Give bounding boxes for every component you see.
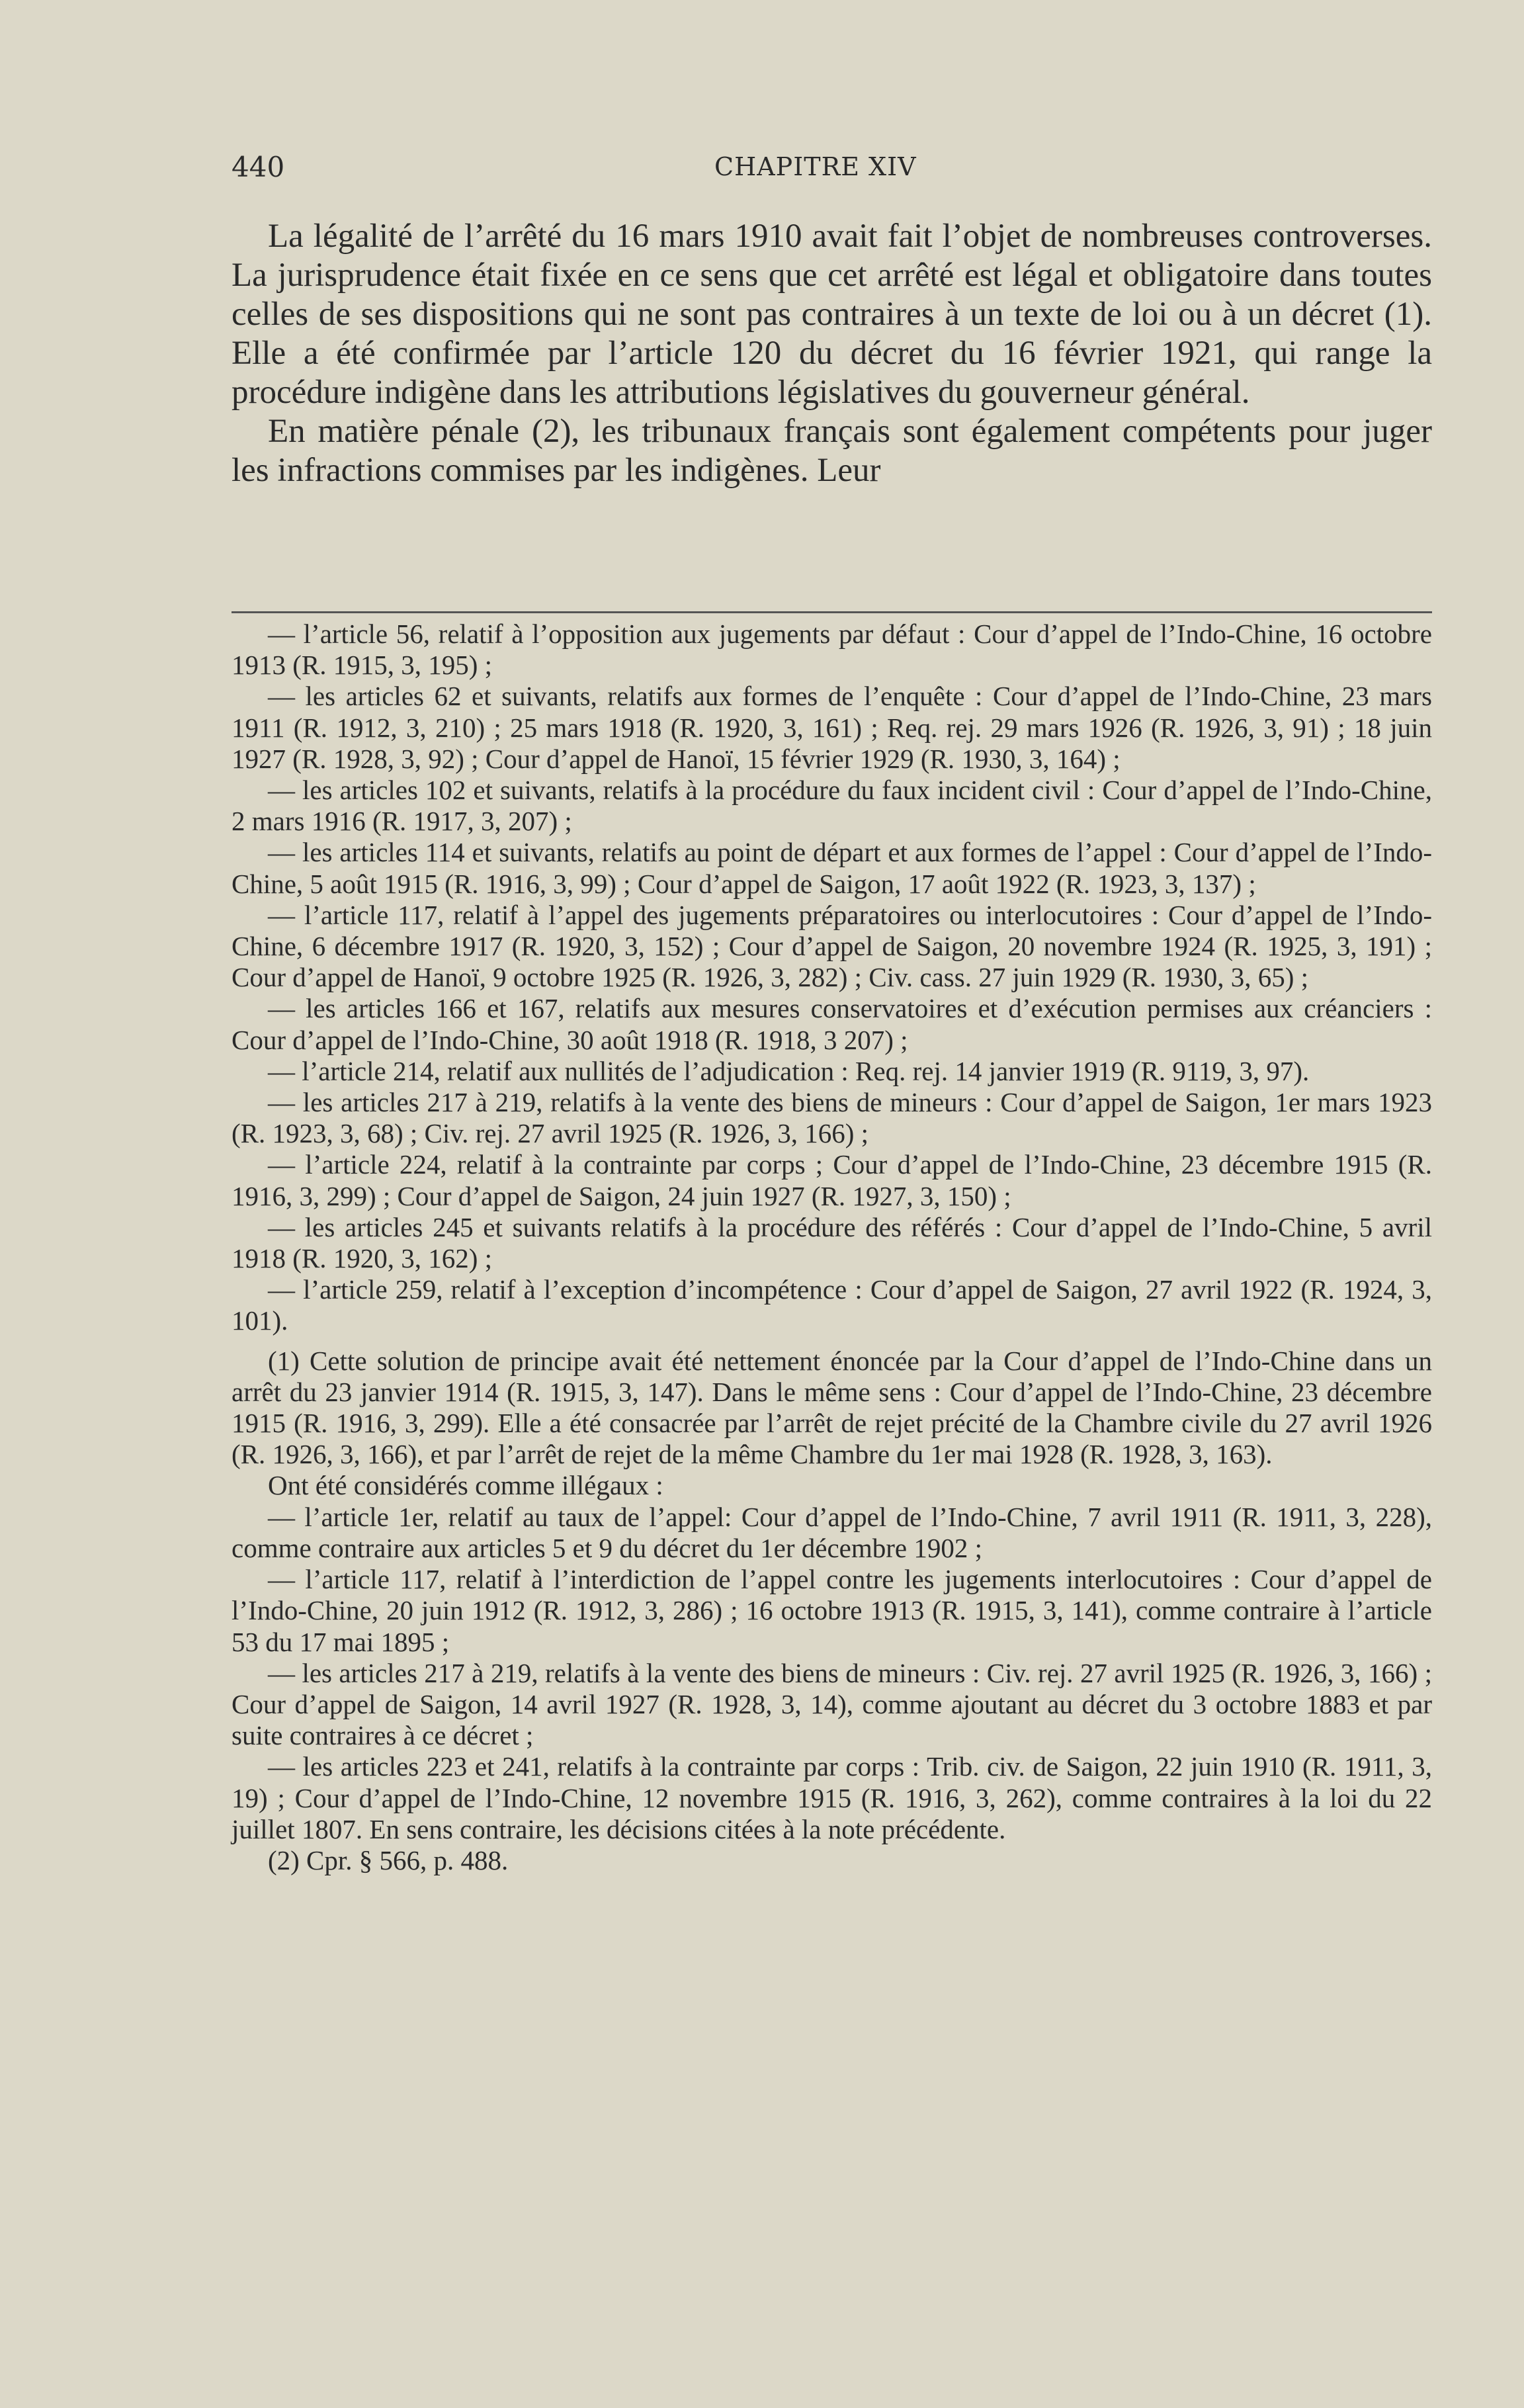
footnote-continued-item: — l’article 56, relatif à l’opposition aux jugements par défaut : Cour d’appel de l’Indo-Chine, 16 octobre 1913 (R. 1915, 3, 195) ;	[232, 619, 1432, 681]
footnote-continued-item: — l’article 117, relatif à l’appel des jugements préparatoires ou interlocutoires : Cour d’appel de l’Indo-Chine, 6 décembre 1917 (R. 1920, 3, 152) ; Cour d’appel de Saigon, 20 novembre 1924 (R. 1925, 3, 191) ; Cour d’appel de Hanoï, 9 octobre 1925 (R. 1926, 3, 282) ; Civ. cass. 27 juin 1929 (R. 1930, 3, 65) ;	[232, 899, 1432, 993]
footnote-1-item: Ont été considérés comme illégaux :	[268, 1470, 663, 1501]
footnote-1: (1) Cette solution de principe avait été nettement énoncée par la Cour d’appel de l’Indo-Chine dans un arrêt du 23 janvier 1914 (R. 1915, 3, 147). Dans le même sens : Cour d’appel de l’Indo-Chine, 23 décembre 1915 (R. 1916, 3, 299). Elle a été consacrée par l’arrêt de rejet précité de la Chambre civile du 27 avril 1926 (R. 1926, 3, 166), et par l’arrêt de rejet de la même Chambre du 1er mai 1928 (R. 1928, 3, 163).	[232, 1345, 1432, 1470]
footnote-continued-item: — les articles 166 et 167, relatifs aux mesures conservatoires et d’exécution permises aux créanciers : Cour d’appel de l’Indo-Chine, 30 août 1918 (R. 1918, 3 207) ;	[232, 993, 1432, 1055]
footnotes	[232, 619, 1432, 1876]
main-paragraph: La légalité de l’arrêté du 16 mars 1910 avait fait l’objet de nombreuses controverses. La jurisprudence était fixée en ce sens que cet arrêté est légal et obligatoire dans toutes celles de ses dispositions qui ne sont pas contraires à un texte de loi ou à un décret (1). Elle a été confirmée par l’article 120 du décret du 16 février 1921, qui range la procédure indigène dans les attributions législatives du gouverneur général.	[232, 218, 1432, 411]
footnote-continued-item: — l’article 214, relatif aux nullités de l’adjudication : Req. rej. 14 janvier 1919 (R. 9119, 3, 97).	[268, 1055, 1310, 1086]
footnote-continued-item: — l’article 224, relatif à la contrainte par corps ; Cour d’appel de l’Indo-Chine, 23 décembre 1915 (R. 1916, 3, 299) ; Cour d’appel de Saigon, 24 juin 1927 (R. 1927, 3, 150) ;	[232, 1149, 1432, 1211]
main-paragraph: En matière pénale (2), les tribunaux français sont également compétents pour juger les infractions commises par les indigènes. Leur	[232, 413, 1432, 489]
footnote-separator	[232, 611, 1432, 613]
footnote-continued-item: — les articles 62 et suivants, relatifs aux formes de l’enquête : Cour d’appel de l’Indo-Chine, 23 mars 1911 (R. 1912, 3, 210) ; 25 mars 1918 (R. 1920, 3, 161) ; Req. rej. 29 mars 1926 (R. 1926, 3, 91) ; 18 juin 1927 (R. 1928, 3, 92) ; Cour d’appel de Hanoï, 15 février 1929 (R. 1930, 3, 164) ;	[232, 681, 1432, 774]
main-text	[232, 217, 1432, 490]
page-number: 440	[232, 151, 285, 183]
footnote-continued-item: — les articles 245 et suivants relatifs à la procédure des référés : Cour d’appel de l’Indo-Chine, 5 avril 1918 (R. 1920, 3, 162) ;	[232, 1211, 1432, 1274]
footnote-continued-item: — l’article 259, relatif à l’exception d’incompétence : Cour d’appel de Saigon, 27 avril 1922 (R. 1924, 3, 101).	[232, 1274, 1432, 1336]
footnote-1-item: — l’article 117, relatif à l’interdiction de l’appel contre les jugements interlocutoires : Cour d’appel de l’Indo-Chine, 20 juin 1912 (R. 1912, 3, 286) ; 16 octobre 1913 (R. 1915, 3, 141), comme contraire à l’article 53 du 17 mai 1895 ;	[232, 1564, 1432, 1657]
footnote-continued-item: — les articles 217 à 219, relatifs à la vente des biens de mineurs : Cour d’appel de Saigon, 1er mars 1923 (R. 1923, 3, 68) ; Civ. rej. 27 avril 1925 (R. 1926, 3, 166) ;	[232, 1087, 1432, 1149]
footnote-continued-item: — les articles 114 et suivants, relatifs au point de départ et aux formes de l’appel : Cour d’appel de l’Indo-Chine, 5 août 1915 (R. 1916, 3, 99) ; Cour d’appel de Saigon, 17 août 1922 (R. 1923, 3, 137) ;	[232, 837, 1432, 899]
footnote-1-item: — l’article 1er, relatif au taux de l’appel: Cour d’appel de l’Indo-Chine, 7 avril 1911 (R. 1911, 3, 228), comme contraire aux articles 5 et 9 du décret du 1er décembre 1902 ;	[232, 1501, 1432, 1563]
footnote-continued-item: — les articles 102 et suivants, relatifs à la procédure du faux incident civil : Cour d’appel de l’Indo-Chine, 2 mars 1916 (R. 1917, 3, 207) ;	[232, 775, 1432, 837]
chapter-title: CHAPITRE XIV	[714, 152, 917, 181]
page-header	[232, 151, 1432, 191]
footnote-1-item: — les articles 223 et 241, relatifs à la contrainte par corps : Trib. civ. de Saigon, 22 juin 1910 (R. 1911, 3, 19) ; Cour d’appel de l’Indo-Chine, 12 novembre 1915 (R. 1916, 3, 262), comme contraires à la loi du 22 juillet 1807. En sens contraire, les décisions citées à la note précédente.	[232, 1751, 1432, 1844]
footnote-2: (2) Cpr. § 566, p. 488.	[268, 1844, 509, 1875]
footnote-1-item: — les articles 217 à 219, relatifs à la vente des biens de mineurs : Civ. rej. 27 avril 1925 (R. 1926, 3, 166) ; Cour d’appel de Saigon, 14 avril 1927 (R. 1928, 3, 14), comme ajoutant au décret du 3 octobre 1883 et par suite contraires à ce décret ;	[232, 1657, 1432, 1751]
